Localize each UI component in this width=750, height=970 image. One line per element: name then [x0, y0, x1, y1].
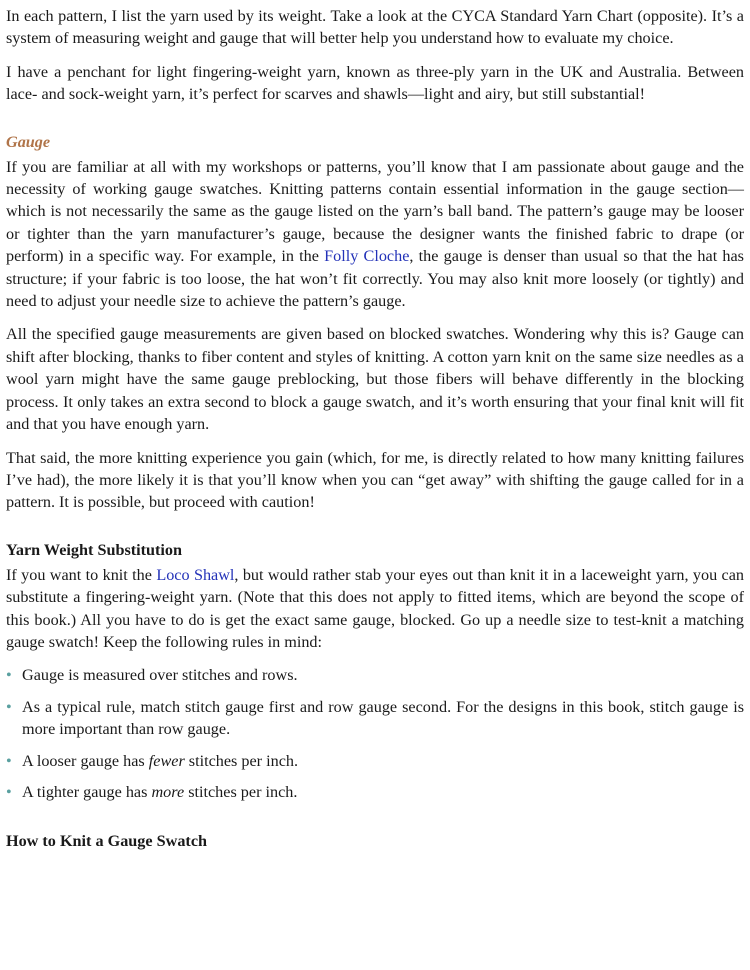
rule-text-before: A looser gauge has: [22, 751, 149, 770]
gauge-p1-text-before: If you are familiar at all with my workshops or patterns, you’ll know that I am passionate about gauge and the necessity of working gauge swatches. Knitting patterns contain essential information in the gauge section—which is not necessarily the same as the gauge listed on the yarn’s ball band. The pattern’s gauge may be looser or tighter than the yarn manufacturer’s gauge, because the designer wants the finished fabric to drape (or perform) in a specific way. For example, in the: [6, 157, 744, 266]
rule-emphasis: fewer: [148, 751, 185, 770]
substitution-text-before: If you want to knit the: [6, 565, 157, 584]
rule-text: [17, 781, 744, 803]
folly-cloche-link[interactable]: Folly Cloche: [324, 247, 410, 266]
intro-paragraph-2: I have a penchant for light fingering-weight yarn, known as three-ply yarn in the UK and Australia. Between lace- and sock-weight yarn, it’s perfect for scarves and shawls—light and airy, but still substantial!: [6, 62, 744, 104]
list-item: [6, 664, 744, 686]
list-item: [6, 750, 744, 772]
rule-text-after: stitches per inch.: [184, 782, 298, 801]
yarn-weight-substitution-heading: Yarn Weight Substitution: [6, 540, 183, 559]
list-item: [6, 696, 744, 741]
bullet-icon: •: [6, 782, 12, 801]
gauge-p1-text-after: , the gauge is denser than usual so that the hat has structure; if your fabric is too loose, the hat won’t fit correctly. You may also knit more loosely (or tightly) and need to adjust your needle size to achieve the pattern’s gauge.: [6, 247, 744, 311]
gauge-paragraph-3: That said, the more knitting experience you gain (which, for me, is directly related to how many knitting failures I’ve had), the more likely it is that you’ll know when you can “get away” with shifting the gauge called for in a pattern. It is possible, but proceed with caution!: [6, 448, 744, 512]
intro-paragraph-1: In each pattern, I list the yarn used by its weight. Take a look at the CYCA Standard Yarn Chart (opposite). It’s a system of measuring weight and gauge that will better help you understand how to evaluate my choice.: [6, 7, 744, 48]
substitution-text-after: , but would rather stab your eyes out than knit it in a laceweight yarn, you can substitute a fingering-weight yarn. (Note that this does not apply to fitted items, which are beyond the scope of this book.) All you have to do is get the exact same gauge, blocked. Go up a needle size to test-knit a matching gauge swatch! Keep the following rules in mind:: [6, 565, 745, 651]
substitution-paragraph: [6, 564, 744, 654]
gauge-rules-list: [6, 664, 744, 803]
bullet-icon: •: [6, 751, 12, 770]
gauge-heading: Gauge: [6, 132, 51, 151]
rule-text: [17, 750, 744, 772]
rule-text-before: A tighter gauge has: [22, 782, 152, 801]
rule-text: As a typical rule, match stitch gauge first and row gauge second. For the designs in this book, stitch gauge is more important than row gauge.: [22, 697, 744, 739]
loco-shawl-link[interactable]: Loco Shawl: [156, 565, 235, 584]
gauge-paragraph-2: All the specified gauge measurements are given based on blocked swatches. Wondering why this is? Gauge can shift after blocking, thanks to fiber content and styles of knitting. A cotton yarn knit on the same size needles as a wool yarn might have the same gauge preblocking, but those fibers will behave differently in the blocking process. It only takes an extra second to block a gauge swatch, and it’s worth ensuring that your final knit will fit and that you have enough yarn.: [6, 325, 744, 434]
bullet-icon: •: [6, 666, 12, 685]
bullet-icon: •: [6, 697, 12, 716]
rule-emphasis: more: [151, 782, 185, 801]
gauge-paragraph-1: [6, 156, 744, 313]
how-to-knit-gauge-swatch-heading: How to Knit a Gauge Swatch: [6, 832, 208, 851]
list-item: [6, 781, 744, 803]
rule-text-after: stitches per inch.: [184, 751, 299, 770]
rule-text: Gauge is measured over stitches and rows.: [22, 666, 298, 685]
